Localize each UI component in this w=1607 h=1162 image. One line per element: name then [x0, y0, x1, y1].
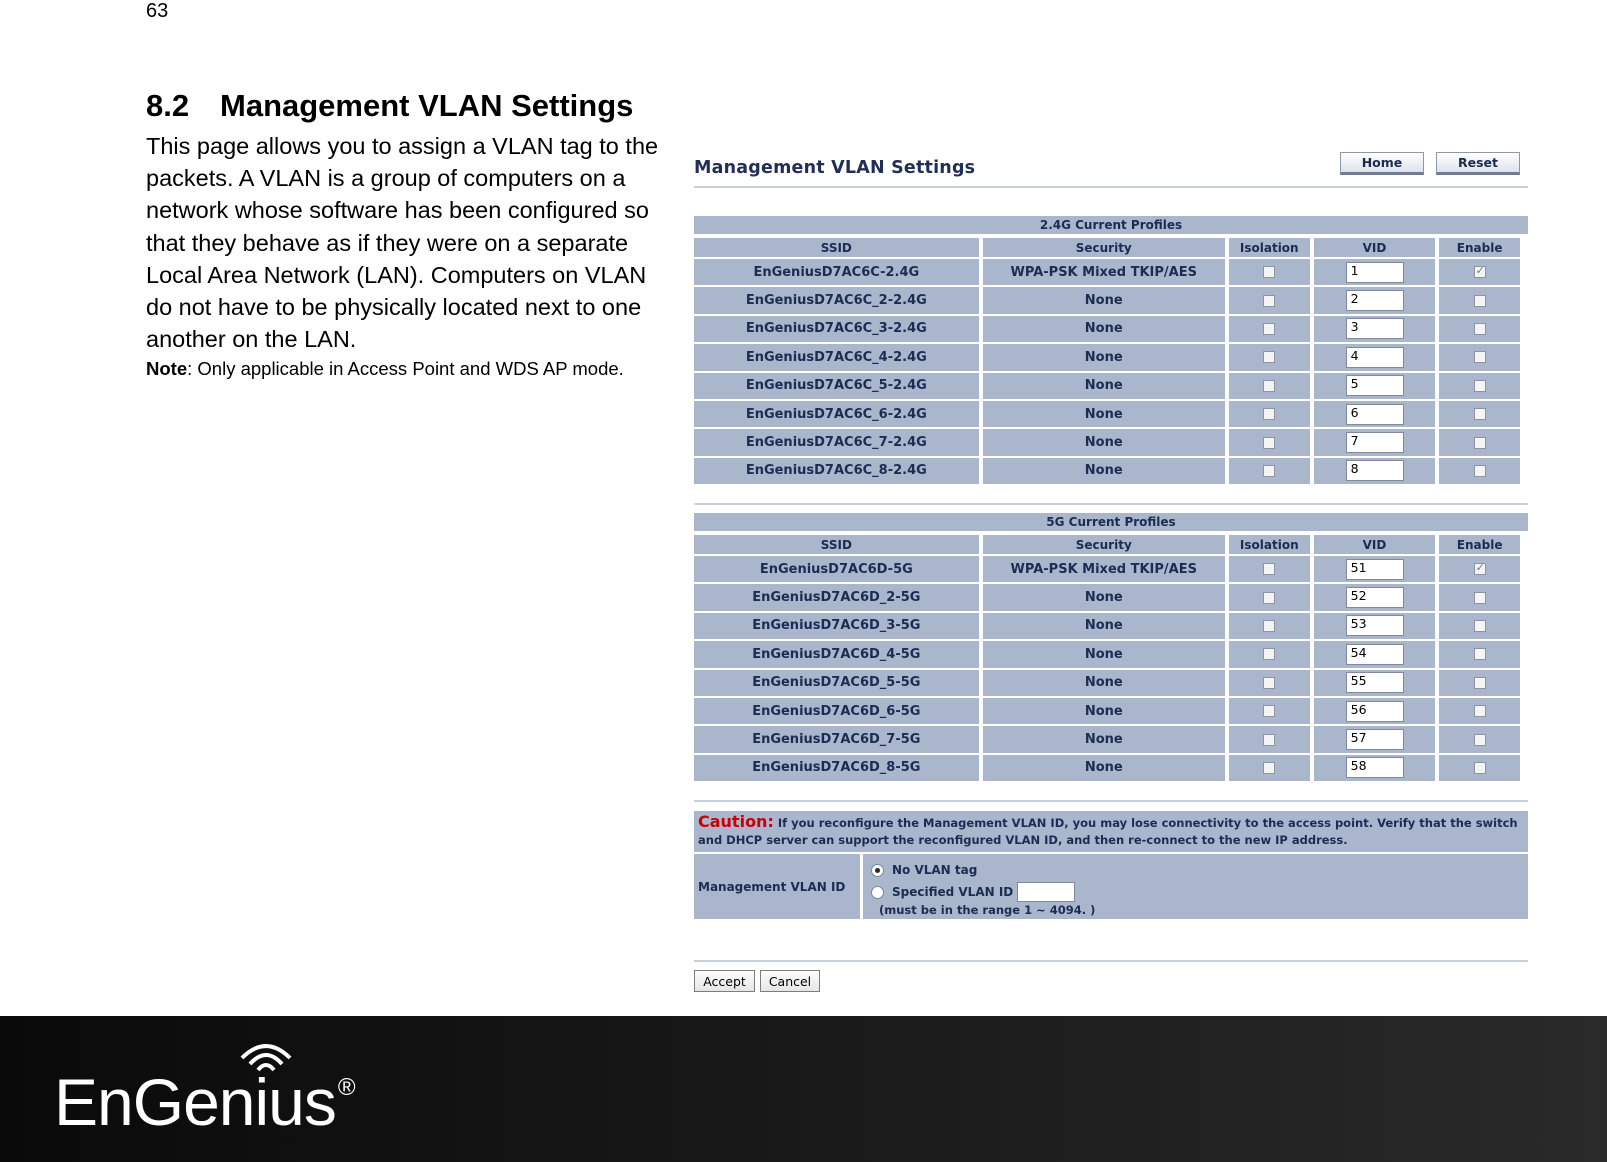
- cancel-button[interactable]: Cancel: [760, 970, 820, 992]
- ssid-cell: EnGeniusD7AC6C_3-2.4G: [694, 316, 979, 342]
- ssid-cell: EnGeniusD7AC6C_5-2.4G: [694, 373, 979, 399]
- security-cell: None: [983, 641, 1225, 667]
- note-label: Note: [146, 358, 188, 379]
- ssid-cell: EnGeniusD7AC6C_6-2.4G: [694, 401, 979, 427]
- isolation-checkbox[interactable]: [1263, 620, 1275, 632]
- isolation-cell: [1229, 641, 1310, 667]
- enable-checkbox[interactable]: [1474, 266, 1486, 278]
- table-row: [694, 726, 1520, 752]
- table-row: [694, 344, 1520, 370]
- ssid-cell: EnGeniusD7AC6D_4-5G: [694, 641, 979, 667]
- vid-input[interactable]: 51: [1346, 559, 1404, 580]
- table-row: [694, 584, 1520, 610]
- specified-vlan-radio[interactable]: [871, 886, 884, 899]
- isolation-checkbox[interactable]: [1263, 465, 1275, 477]
- enable-cell: [1439, 287, 1520, 313]
- isolation-checkbox[interactable]: [1263, 762, 1275, 774]
- caution-text: If you reconfigure the Management VLAN ID, you may lose connectivity to the access point. Verify that the switch and DHCP server can support the reconfigured VLAN ID, and then re-connect to the new IP address.: [698, 816, 1518, 847]
- accept-button[interactable]: Accept: [694, 970, 755, 992]
- table-row: [694, 613, 1520, 639]
- security-cell: WPA-PSK Mixed TKIP/AES: [983, 556, 1225, 582]
- column-header-vid: VID: [1314, 535, 1436, 554]
- table-row: [694, 429, 1520, 455]
- vid-input[interactable]: 2: [1346, 290, 1404, 311]
- vid-input[interactable]: 52: [1346, 587, 1404, 608]
- security-cell: None: [983, 726, 1225, 752]
- column-header-isolation: Isolation: [1229, 238, 1310, 257]
- enable-cell: [1439, 556, 1520, 582]
- isolation-cell: [1229, 670, 1310, 696]
- registered-mark: ®: [337, 1074, 355, 1101]
- enable-cell: [1439, 373, 1520, 399]
- divider: [694, 800, 1528, 802]
- column-header-security: Security: [983, 535, 1225, 554]
- security-cell: None: [983, 698, 1225, 724]
- vid-input[interactable]: 4: [1346, 347, 1404, 368]
- footer-bar: [0, 1016, 1607, 1162]
- specified-vlan-label: Specified VLAN ID: [892, 885, 1014, 899]
- engenius-logo: [54, 1064, 355, 1140]
- enable-cell: [1439, 641, 1520, 667]
- isolation-checkbox[interactable]: [1263, 351, 1275, 363]
- ssid-cell: EnGeniusD7AC6C_7-2.4G: [694, 429, 979, 455]
- table-row: [694, 556, 1520, 582]
- vid-input[interactable]: 58: [1346, 757, 1404, 778]
- isolation-checkbox[interactable]: [1263, 563, 1275, 575]
- enable-checkbox[interactable]: [1474, 563, 1486, 575]
- description-text: This page allows you to assign a VLAN tag to the packets. A VLAN is a group of computers on a network whose software has been configured so that they behave as if they were on a separate Local Area Network (LAN). Computers on VLAN do not have to be physically located next to one another on the LAN.: [146, 133, 659, 353]
- isolation-checkbox[interactable]: [1263, 648, 1275, 660]
- isolation-checkbox[interactable]: [1263, 380, 1275, 392]
- profiles-24g-table: [690, 236, 1524, 486]
- management-vlan-id-label: Management VLAN ID: [694, 854, 860, 919]
- isolation-cell: [1229, 698, 1310, 724]
- enable-checkbox[interactable]: [1474, 323, 1486, 335]
- vid-cell: [1314, 373, 1436, 399]
- ssid-cell: EnGeniusD7AC6C-2.4G: [694, 259, 979, 285]
- vid-cell: [1314, 429, 1436, 455]
- enable-cell: [1439, 726, 1520, 752]
- table-row: [694, 316, 1520, 342]
- management-vlan-screenshot: [694, 150, 1528, 989]
- vid-input[interactable]: 55: [1346, 672, 1404, 693]
- vid-cell: [1314, 641, 1436, 667]
- vid-cell: [1314, 344, 1436, 370]
- enable-cell: [1439, 344, 1520, 370]
- enable-checkbox[interactable]: [1474, 295, 1486, 307]
- enable-checkbox[interactable]: [1474, 380, 1486, 392]
- isolation-cell: [1229, 726, 1310, 752]
- column-header-ssid: SSID: [694, 535, 979, 554]
- table-row: [694, 373, 1520, 399]
- range-note: (must be in the range 1 ~ 4094. ): [879, 903, 1096, 917]
- vid-cell: [1314, 316, 1436, 342]
- ssid-cell: EnGeniusD7AC6C_8-2.4G: [694, 458, 979, 484]
- enable-cell: [1439, 670, 1520, 696]
- page-number: 63: [146, 0, 169, 22]
- isolation-cell: [1229, 556, 1310, 582]
- enable-checkbox[interactable]: [1474, 705, 1486, 717]
- vid-input[interactable]: 7: [1346, 432, 1404, 453]
- enable-checkbox[interactable]: [1474, 677, 1486, 689]
- vid-cell: [1314, 755, 1436, 781]
- section-title: Management VLAN Settings: [220, 88, 634, 123]
- isolation-cell: [1229, 287, 1310, 313]
- enable-cell: [1439, 613, 1520, 639]
- table-row: [694, 287, 1520, 313]
- screen-title: Management VLAN Settings: [694, 158, 976, 178]
- isolation-cell: [1229, 259, 1310, 285]
- management-vlan-id-row: [694, 854, 1528, 919]
- table-header-row: [694, 238, 1520, 257]
- isolation-checkbox[interactable]: [1263, 677, 1275, 689]
- enable-cell: [1439, 698, 1520, 724]
- column-header-enable: Enable: [1439, 535, 1520, 554]
- enable-checkbox[interactable]: [1474, 465, 1486, 477]
- isolation-cell: [1229, 755, 1310, 781]
- brand-name: EnGenius: [54, 1065, 336, 1139]
- vid-input[interactable]: 57: [1346, 729, 1404, 750]
- table-row: [694, 458, 1520, 484]
- section-number: 8.2: [146, 88, 190, 123]
- table-row: [694, 259, 1520, 285]
- security-cell: None: [983, 613, 1225, 639]
- security-cell: None: [983, 458, 1225, 484]
- vid-input[interactable]: 54: [1346, 644, 1404, 665]
- no-vlan-label: No VLAN tag: [892, 863, 978, 877]
- enable-cell: [1439, 458, 1520, 484]
- enable-checkbox[interactable]: [1474, 592, 1486, 604]
- vid-cell: [1314, 259, 1436, 285]
- isolation-checkbox[interactable]: [1263, 734, 1275, 746]
- vid-input[interactable]: 5: [1346, 375, 1404, 396]
- isolation-cell: [1229, 458, 1310, 484]
- vid-cell: [1314, 458, 1436, 484]
- screen-header: [694, 150, 1528, 188]
- column-header-security: Security: [983, 238, 1225, 257]
- column-header-isolation: Isolation: [1229, 535, 1310, 554]
- profiles-5g-caption: 5G Current Profiles: [694, 513, 1528, 533]
- isolation-cell: [1229, 429, 1310, 455]
- security-cell: None: [983, 401, 1225, 427]
- vid-input[interactable]: 53: [1346, 615, 1404, 636]
- ssid-cell: EnGeniusD7AC6D-5G: [694, 556, 979, 582]
- enable-checkbox[interactable]: [1474, 648, 1486, 660]
- vid-cell: [1314, 613, 1436, 639]
- security-cell: None: [983, 316, 1225, 342]
- vid-cell: [1314, 584, 1436, 610]
- isolation-checkbox[interactable]: [1263, 266, 1275, 278]
- security-cell: None: [983, 373, 1225, 399]
- column-header-ssid: SSID: [694, 238, 979, 257]
- ssid-cell: EnGeniusD7AC6D_2-5G: [694, 584, 979, 610]
- isolation-cell: [1229, 584, 1310, 610]
- isolation-checkbox[interactable]: [1263, 437, 1275, 449]
- table-row: [694, 698, 1520, 724]
- caution-title: Caution:: [698, 812, 774, 831]
- ssid-cell: EnGeniusD7AC6D_5-5G: [694, 670, 979, 696]
- table-row: [694, 401, 1520, 427]
- vid-input[interactable]: 1: [1346, 262, 1404, 283]
- isolation-cell: [1229, 373, 1310, 399]
- ssid-cell: EnGeniusD7AC6D_3-5G: [694, 613, 979, 639]
- specified-vlan-option: [871, 881, 1520, 903]
- table-header-row: [694, 535, 1520, 554]
- no-vlan-option: [871, 859, 1520, 881]
- note: [146, 358, 624, 380]
- table-row: [694, 641, 1520, 667]
- section-heading: [146, 88, 633, 124]
- divider: [694, 503, 1528, 505]
- security-cell: None: [983, 287, 1225, 313]
- vid-input[interactable]: 56: [1346, 701, 1404, 722]
- vid-cell: [1314, 698, 1436, 724]
- security-cell: None: [983, 344, 1225, 370]
- caution-box: [694, 811, 1528, 852]
- isolation-checkbox[interactable]: [1263, 295, 1275, 307]
- isolation-cell: [1229, 316, 1310, 342]
- isolation-cell: [1229, 344, 1310, 370]
- table-row: [694, 755, 1520, 781]
- isolation-checkbox[interactable]: [1263, 408, 1275, 420]
- profiles-5g-table: [690, 533, 1524, 783]
- enable-checkbox[interactable]: [1474, 734, 1486, 746]
- no-vlan-radio[interactable]: [871, 864, 884, 877]
- enable-cell: [1439, 584, 1520, 610]
- enable-cell: [1439, 316, 1520, 342]
- isolation-checkbox[interactable]: [1263, 705, 1275, 717]
- ssid-cell: EnGeniusD7AC6D_8-5G: [694, 755, 979, 781]
- isolation-checkbox[interactable]: [1263, 592, 1275, 604]
- enable-cell: [1439, 429, 1520, 455]
- column-header-vid: VID: [1314, 238, 1436, 257]
- enable-cell: [1439, 259, 1520, 285]
- reset-button[interactable]: Reset: [1436, 152, 1520, 175]
- ssid-cell: EnGeniusD7AC6C_2-2.4G: [694, 287, 979, 313]
- ssid-cell: EnGeniusD7AC6C_4-2.4G: [694, 344, 979, 370]
- isolation-checkbox[interactable]: [1263, 323, 1275, 335]
- divider: [694, 960, 1528, 962]
- ssid-cell: EnGeniusD7AC6D_7-5G: [694, 726, 979, 752]
- isolation-cell: [1229, 401, 1310, 427]
- enable-cell: [1439, 401, 1520, 427]
- vid-cell: [1314, 556, 1436, 582]
- vid-input[interactable]: 3: [1346, 318, 1404, 339]
- vid-cell: [1314, 287, 1436, 313]
- ssid-cell: EnGeniusD7AC6D_6-5G: [694, 698, 979, 724]
- isolation-cell: [1229, 613, 1310, 639]
- column-header-enable: Enable: [1439, 238, 1520, 257]
- security-cell: None: [983, 670, 1225, 696]
- profiles-24g-caption: 2.4G Current Profiles: [694, 216, 1528, 236]
- home-button[interactable]: Home: [1340, 152, 1424, 175]
- security-cell: None: [983, 755, 1225, 781]
- note-text: : Only applicable in Access Point and WDS AP mode.: [187, 358, 624, 379]
- table-row: [694, 670, 1520, 696]
- profiles-5g: [694, 513, 1528, 783]
- enable-cell: [1439, 755, 1520, 781]
- vid-input[interactable]: 6: [1346, 404, 1404, 425]
- enable-checkbox[interactable]: [1474, 620, 1486, 632]
- enable-checkbox[interactable]: [1474, 351, 1486, 363]
- vid-cell: [1314, 670, 1436, 696]
- vid-cell: [1314, 401, 1436, 427]
- vid-input[interactable]: 8: [1346, 460, 1404, 481]
- specified-vlan-input[interactable]: [1017, 882, 1075, 902]
- enable-checkbox[interactable]: [1474, 408, 1486, 420]
- vid-cell: [1314, 726, 1436, 752]
- management-vlan-options: [863, 854, 1528, 919]
- enable-checkbox[interactable]: [1474, 762, 1486, 774]
- enable-checkbox[interactable]: [1474, 437, 1486, 449]
- security-cell: None: [983, 584, 1225, 610]
- security-cell: None: [983, 429, 1225, 455]
- security-cell: WPA-PSK Mixed TKIP/AES: [983, 259, 1225, 285]
- profiles-24g: [694, 216, 1528, 486]
